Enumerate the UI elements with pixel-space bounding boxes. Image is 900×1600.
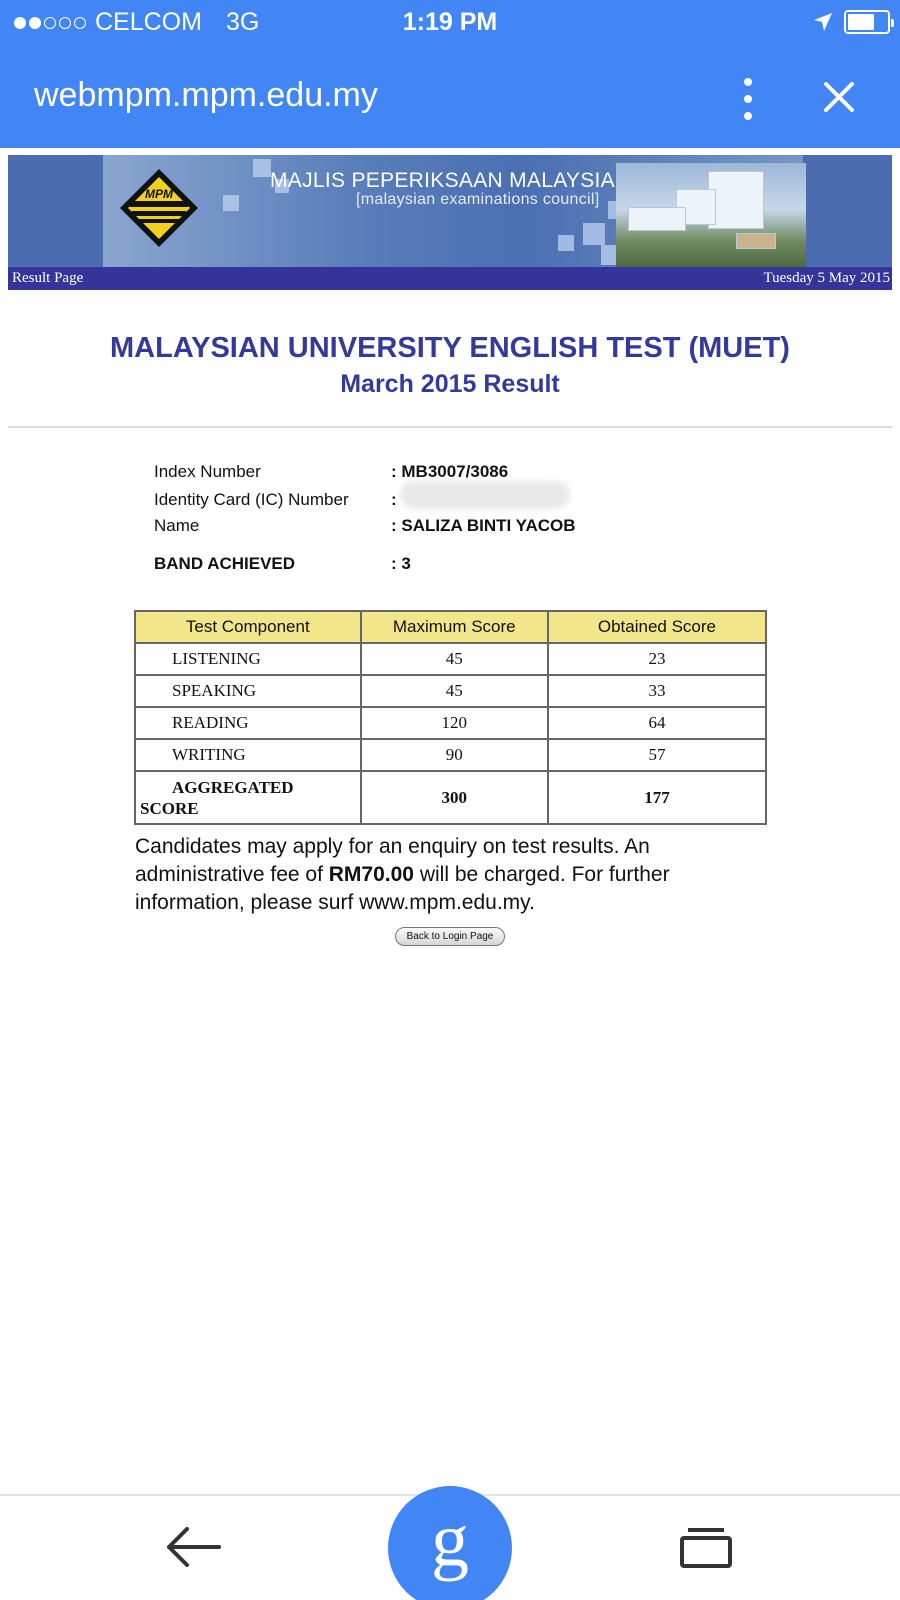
battery-fill: [848, 14, 874, 30]
obtained-score-cell: 23: [548, 643, 766, 675]
header-date: Tuesday 5 May 2015: [763, 270, 890, 286]
status-time: 1:19 PM: [402, 8, 498, 36]
index-number-label: Index Number: [154, 462, 261, 481]
page-title: MALAYSIAN UNIVERSITY ENGLISH TEST (MUET): [110, 332, 790, 364]
mpm-header-banner: [8, 155, 892, 290]
band-achieved-value: : 3: [391, 554, 411, 573]
obtained-score-cell: 64: [548, 707, 766, 739]
band-achieved-label: BAND ACHIEVED: [154, 554, 296, 573]
network-type: 3G: [225, 8, 260, 36]
aggregate-row: [135, 771, 766, 824]
back-arrow-icon[interactable]: [165, 1524, 221, 1570]
component-cell: WRITING: [135, 739, 361, 771]
column-header: Test Component: [135, 611, 361, 643]
max-score-cell: 45: [361, 675, 548, 707]
url-bar: [0, 46, 900, 148]
banner-title: MAJLIS PEPERIKSAAN MALAYSIA: [270, 169, 615, 192]
location-arrow-icon: [812, 11, 834, 33]
name-label: Name: [154, 516, 200, 535]
note-text-2: will be charged. For further information, please surf www.mpm.edu.my.: [135, 863, 670, 914]
table-row: [135, 643, 766, 675]
building-photo: [616, 163, 806, 267]
aggregate-obtained-cell: 177: [548, 771, 766, 824]
note-text-1: Candidates may apply for an enquiry on test results. An administrative fee of: [135, 835, 650, 886]
ic-number-label: Identity Card (IC) Number: [154, 490, 349, 509]
max-score-cell: 90: [361, 739, 548, 771]
component-cell: READING: [135, 707, 361, 739]
tabs-icon[interactable]: [680, 1526, 732, 1568]
max-score-cell: 120: [361, 707, 548, 739]
component-cell: SPEAKING: [135, 675, 361, 707]
aggregate-max-cell: 300: [361, 771, 548, 824]
aggregate-label-line2: SCORE: [140, 798, 199, 818]
table-row: [135, 675, 766, 707]
score-table: [134, 610, 767, 825]
max-score-cell: 45: [361, 643, 548, 675]
name-value: : SALIZA BINTI YACOB: [391, 516, 576, 535]
table-row: [135, 707, 766, 739]
page-label: Result Page: [12, 270, 84, 286]
aggregate-label-line1: AGGREGATED: [172, 777, 294, 797]
google-search-button[interactable]: g: [388, 1486, 512, 1600]
carrier-name: CELCOM: [95, 8, 202, 36]
enquiry-note: [135, 833, 775, 917]
ic-number-value: :: [391, 490, 397, 509]
index-number-value: : MB3007/3086: [391, 462, 509, 481]
obtained-score-cell: 57: [548, 739, 766, 771]
table-row: [135, 739, 766, 771]
fee-amount: RM70.00: [328, 863, 414, 886]
page-subtitle: March 2015 Result: [340, 370, 560, 398]
banner-subtitle: [malaysian examinations council]: [356, 191, 600, 208]
close-icon[interactable]: [818, 76, 860, 118]
status-right: [812, 10, 890, 34]
back-to-login-button[interactable]: Back to Login Page: [395, 927, 505, 946]
divider: [8, 426, 892, 428]
column-header: Obtained Score: [548, 611, 766, 643]
aggregate-label-cell: [135, 771, 361, 824]
url-text[interactable]: webmpm.mpm.edu.my: [34, 76, 378, 114]
svg-text:MPM: MPM: [145, 187, 173, 201]
banner-strip: [8, 267, 892, 290]
column-header: Maximum Score: [361, 611, 548, 643]
obtained-score-cell: 33: [548, 675, 766, 707]
battery-icon: [844, 10, 890, 34]
redacted-ic-number: [400, 481, 570, 509]
table-header-row: [135, 611, 766, 643]
status-bar: [0, 0, 900, 46]
more-vertical-icon[interactable]: [732, 78, 764, 120]
mpm-logo: [118, 167, 200, 249]
component-cell: LISTENING: [135, 643, 361, 675]
